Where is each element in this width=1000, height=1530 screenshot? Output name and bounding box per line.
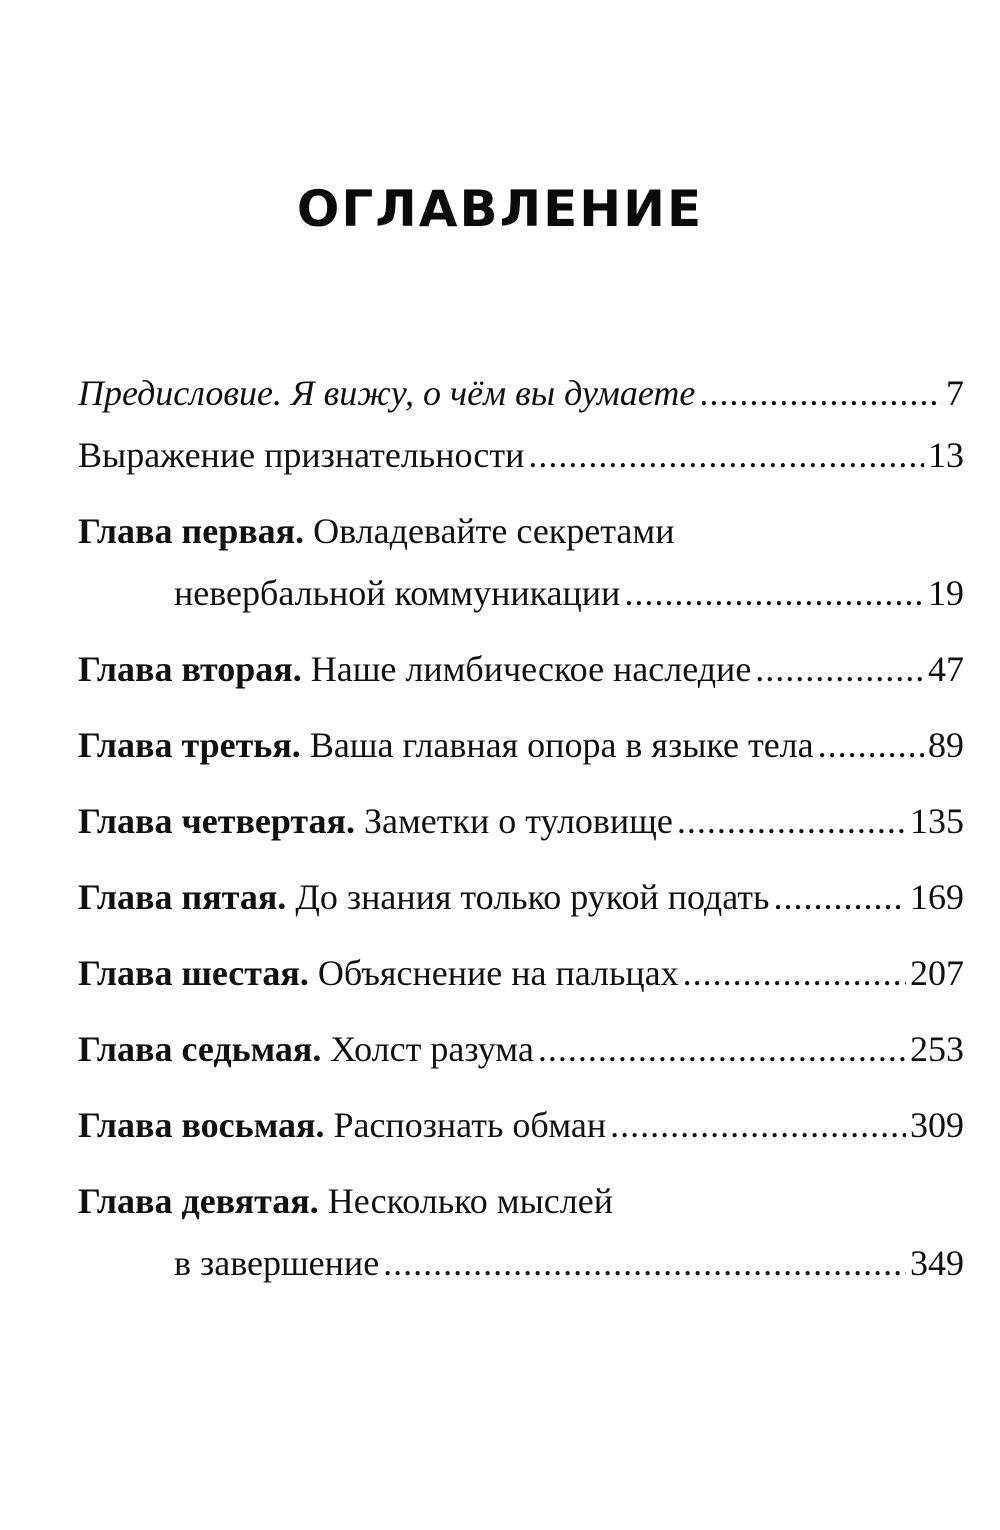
page-number: 349 bbox=[910, 1243, 964, 1283]
page-title: ОГЛАВЛЕНИЕ bbox=[296, 180, 704, 238]
page-number: 13 bbox=[928, 435, 964, 475]
toc-line bbox=[78, 1232, 964, 1294]
entry-title: Распознать обман bbox=[333, 1105, 607, 1145]
toc-line bbox=[78, 500, 964, 562]
toc-line bbox=[78, 942, 964, 1004]
toc-entry-acknowledgements[interactable] bbox=[78, 424, 964, 486]
toc-line bbox=[78, 790, 964, 852]
toc-entry-chapter-8[interactable] bbox=[78, 1094, 964, 1156]
page-number: 207 bbox=[910, 953, 964, 993]
entry-title: Несколько мыслей bbox=[327, 1181, 613, 1221]
page-number: 135 bbox=[910, 801, 964, 841]
entry-title: Овладевайте секретами bbox=[313, 511, 675, 551]
toc-line bbox=[78, 866, 964, 928]
entry-title: Наше лимбическое наследие bbox=[310, 649, 752, 689]
dot-leader bbox=[624, 562, 924, 624]
page-number: 7 bbox=[946, 373, 964, 413]
page-number: 19 bbox=[928, 573, 964, 613]
entry-title: Объяснение на пальцах bbox=[317, 953, 679, 993]
toc-entry-chapter-2[interactable] bbox=[78, 638, 964, 700]
toc-entry-chapter-5[interactable] bbox=[78, 866, 964, 928]
dot-leader bbox=[818, 714, 924, 776]
toc-entry-chapter-3[interactable] bbox=[78, 714, 964, 776]
toc-line bbox=[78, 714, 964, 776]
toc-line bbox=[78, 638, 964, 700]
entry-title-continued: в завершение bbox=[174, 1243, 380, 1283]
chapter-label: Глава седьмая. bbox=[78, 1029, 322, 1069]
chapter-label: Глава шестая. bbox=[78, 953, 309, 993]
toc-entry-preface[interactable] bbox=[78, 362, 964, 424]
toc-entry-chapter-7[interactable] bbox=[78, 1018, 964, 1080]
entry-title: Холст разума bbox=[330, 1029, 534, 1069]
entry-title: Выражение признательности bbox=[78, 435, 525, 475]
chapter-label: Глава вторая. bbox=[78, 649, 302, 689]
chapter-label: Глава девятая. bbox=[78, 1181, 319, 1221]
dot-leader bbox=[383, 1232, 906, 1294]
dot-leader bbox=[755, 638, 924, 700]
dot-leader bbox=[773, 866, 906, 928]
entry-title: Предисловие. Я вижу, о чём вы думаете bbox=[78, 373, 696, 413]
dot-leader bbox=[538, 1018, 906, 1080]
toc-line bbox=[78, 562, 964, 624]
dot-leader bbox=[699, 362, 942, 424]
page-number: 309 bbox=[910, 1105, 964, 1145]
dot-leader bbox=[528, 424, 924, 486]
toc-line bbox=[78, 1094, 964, 1156]
toc-entry-chapter-6[interactable] bbox=[78, 942, 964, 1004]
toc-entry-chapter-9[interactable] bbox=[78, 1170, 964, 1294]
toc-line bbox=[78, 1018, 964, 1080]
page-number: 169 bbox=[910, 877, 964, 917]
dot-leader bbox=[677, 790, 906, 852]
chapter-label: Глава четвертая. bbox=[78, 801, 356, 841]
chapter-label: Глава третья. bbox=[78, 725, 301, 765]
dot-leader bbox=[610, 1094, 906, 1156]
toc-line bbox=[78, 1170, 964, 1232]
toc-entry-chapter-1[interactable] bbox=[78, 500, 964, 624]
dot-leader bbox=[683, 942, 906, 1004]
page-number: 253 bbox=[910, 1029, 964, 1069]
entry-title-continued: невербальной коммуникации bbox=[174, 573, 621, 613]
page-number: 47 bbox=[928, 649, 964, 689]
toc-entry-chapter-4[interactable] bbox=[78, 790, 964, 852]
entry-title: Заметки о туловище bbox=[364, 801, 673, 841]
chapter-label: Глава восьмая. bbox=[78, 1105, 325, 1145]
chapter-label: Глава пятая. bbox=[78, 877, 287, 917]
page-number: 89 bbox=[928, 725, 964, 765]
toc-line bbox=[78, 424, 964, 486]
entry-title: Ваша главная опора в языке тела bbox=[309, 725, 814, 765]
entry-title: До знания только рукой подать bbox=[295, 877, 770, 917]
chapter-label: Глава первая. bbox=[78, 511, 305, 551]
table-of-contents bbox=[78, 362, 964, 1294]
toc-line bbox=[78, 362, 964, 424]
